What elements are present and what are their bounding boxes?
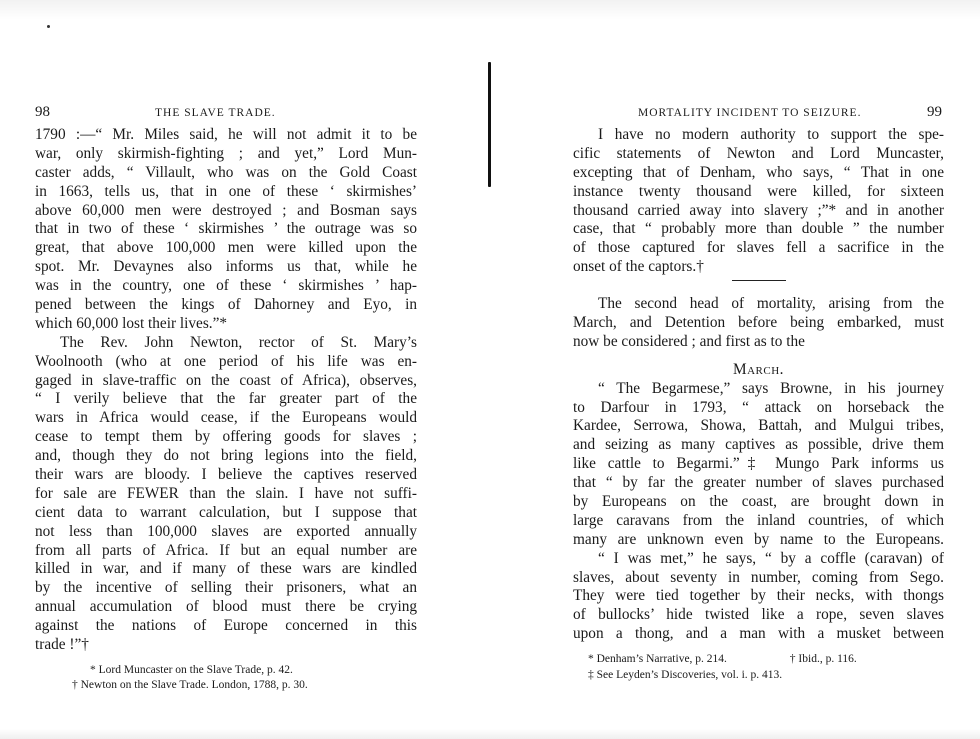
text-line: excepting that of Denham, who says, “ That in one [573,163,944,181]
footnote: ‡ See Leyden’s Discoveries, vol. i. p. 413. [588,668,783,681]
text-line: cific statements of Newton and Lord Muncaster, [573,144,944,162]
left-running-title: THE SLAVE TRADE. [155,107,276,119]
footnote-row [588,652,944,668]
text-line: killed in war, and if many of these wars are kindled [35,560,417,578]
text-line: and, though they do not bring legions into the field, [35,447,417,465]
text-line: trade !”† [35,636,89,654]
left-running-head [30,106,417,126]
text-line: like cattle to Begarmi.”‡ Mungo Park informs us [573,455,944,473]
footnote: † Newton on the Slave Trade. London, 1788, p. 30. [72,679,308,692]
text-line: against the nations of Europe concerned in this [35,617,417,635]
text-line: upon a thong, and a man with a musket between [573,625,944,643]
text-line: that in two of these ‘ skirmishes ’ the outrage was so [35,220,417,238]
scan-speck [47,25,50,28]
text-line: that “ by far the greater number of slaves purchased [573,474,944,492]
section-divider [732,280,786,281]
text-line: now be considered ; and first as to the [573,332,805,350]
text-line: The Rev. John Newton, rector of St. Mary’s [60,333,417,351]
text-line: Woolnooth (who at one period of his life was en- [35,352,417,370]
text-line: by the incentive of selling their prisoners, what an [35,579,417,597]
section-heading: March. [733,360,784,378]
right-running-head [572,106,944,126]
text-line: Kardee, Serrowa, Showa, Battah, and Mulgui tribes, [573,417,944,435]
text-line: The second head of mortality, arising from the [598,295,944,313]
right-page-body [572,126,944,644]
right-footnotes [572,652,944,683]
text-line: and seizing as many captives as possible, drive them [573,436,944,454]
text-line: wars in Africa would cease, if the Europeans would [35,409,417,427]
text-line: to Darfour in 1793, “ attack on horseback the [573,398,944,416]
text-line: of those captured for slaves fell a sacrifice in the [573,239,944,257]
text-line: cient data to warrant calculation, but I suppose that [35,503,417,521]
text-line: “ I was met,” he says, “ by a coffle (caravan) of [598,549,944,567]
text-line: their wars are bloody. I believe the captives reserved [35,466,417,484]
text-line: many are unknown even by name to the Europeans. [573,530,944,548]
left-footnotes [30,663,417,694]
text-line: cease to tempt them by offering goods for slaves ; [35,428,417,446]
left-page-number: 98 [35,104,50,120]
scan-top-edge [0,0,980,20]
text-line: “ I verily believe that the far greater part of the [35,390,417,408]
right-running-title: MORTALITY INCIDENT TO SEIZURE. [638,107,862,119]
footnote: * Lord Muncaster on the Slave Trade, p. 42. [90,663,293,676]
text-line: for sale are FEWER than the slain. I have not suffi- [35,484,417,502]
text-line: “ The Begarmese,” says Browne, in his journey [598,379,944,397]
text-line: case, that “ probably more than double ” the number [573,220,944,238]
text-line: large caravans from the inland countries, of which [573,511,944,529]
text-line: They were tied together by their necks, with thongs [573,587,944,605]
text-line: instance twenty thousand were killed, for sixteen [573,182,944,200]
text-line: in 1663, tells us, that in one of these ‘ skirmishes’ [35,182,417,200]
right-page [572,106,944,683]
text-line: caster adds, “ Villault, who was on the Gold Coast [35,163,417,181]
left-page-body [30,126,417,655]
text-line: onset of the captors.† [573,258,704,276]
text-line: not less than 100,000 slaves are exported annually [35,522,417,540]
text-line: slaves, about seventy in number, coming from Sego. [573,568,944,586]
text-line: spot. Mr. Devaynes also informs us that, while he [35,258,417,276]
book-gutter-line [488,62,491,187]
text-line: which 60,000 lost their lives.”* [35,314,228,332]
text-line: war, only skirmish-fighting ; and yet,” Lord Mun- [35,144,417,162]
text-line: March, and Detention before being embarked, must [573,314,944,332]
text-line: gaged in slave-traffic on the coast of Africa), observes, [35,371,417,389]
right-page-number: 99 [927,104,942,120]
text-line: of bullocks’ hide twisted like a rope, seven slaves [573,606,944,624]
text-line: by Europeans on the coast, are brought down in [573,493,944,511]
text-line: was in the country, one of these ‘ skirmishes ’ hap- [35,277,417,295]
footnote: † Ibid., p. 116. [789,653,857,666]
text-line: 1790 :—“ Mr. Miles said, he will not admit it to be [35,126,417,143]
text-line: above 60,000 men were destroyed ; and Bosman says [35,201,417,219]
footnote: * Denham’s Narrative, p. 214. [588,653,727,666]
text-line: thousand carried away into slavery ;”* and in another [573,201,944,219]
text-line: great, that above 100,000 men were killed upon the [35,239,417,257]
text-line: pened between the kings of Dahorney and Eyo, in [35,296,417,314]
left-page [30,106,417,694]
scan-bottom-edge [0,729,980,739]
text-line: annual accumulation of blood must there be crying [35,598,417,616]
text-line: I have no modern authority to support the spe- [598,126,944,143]
text-line: from all parts of Africa. If but an equal number are [35,541,417,559]
